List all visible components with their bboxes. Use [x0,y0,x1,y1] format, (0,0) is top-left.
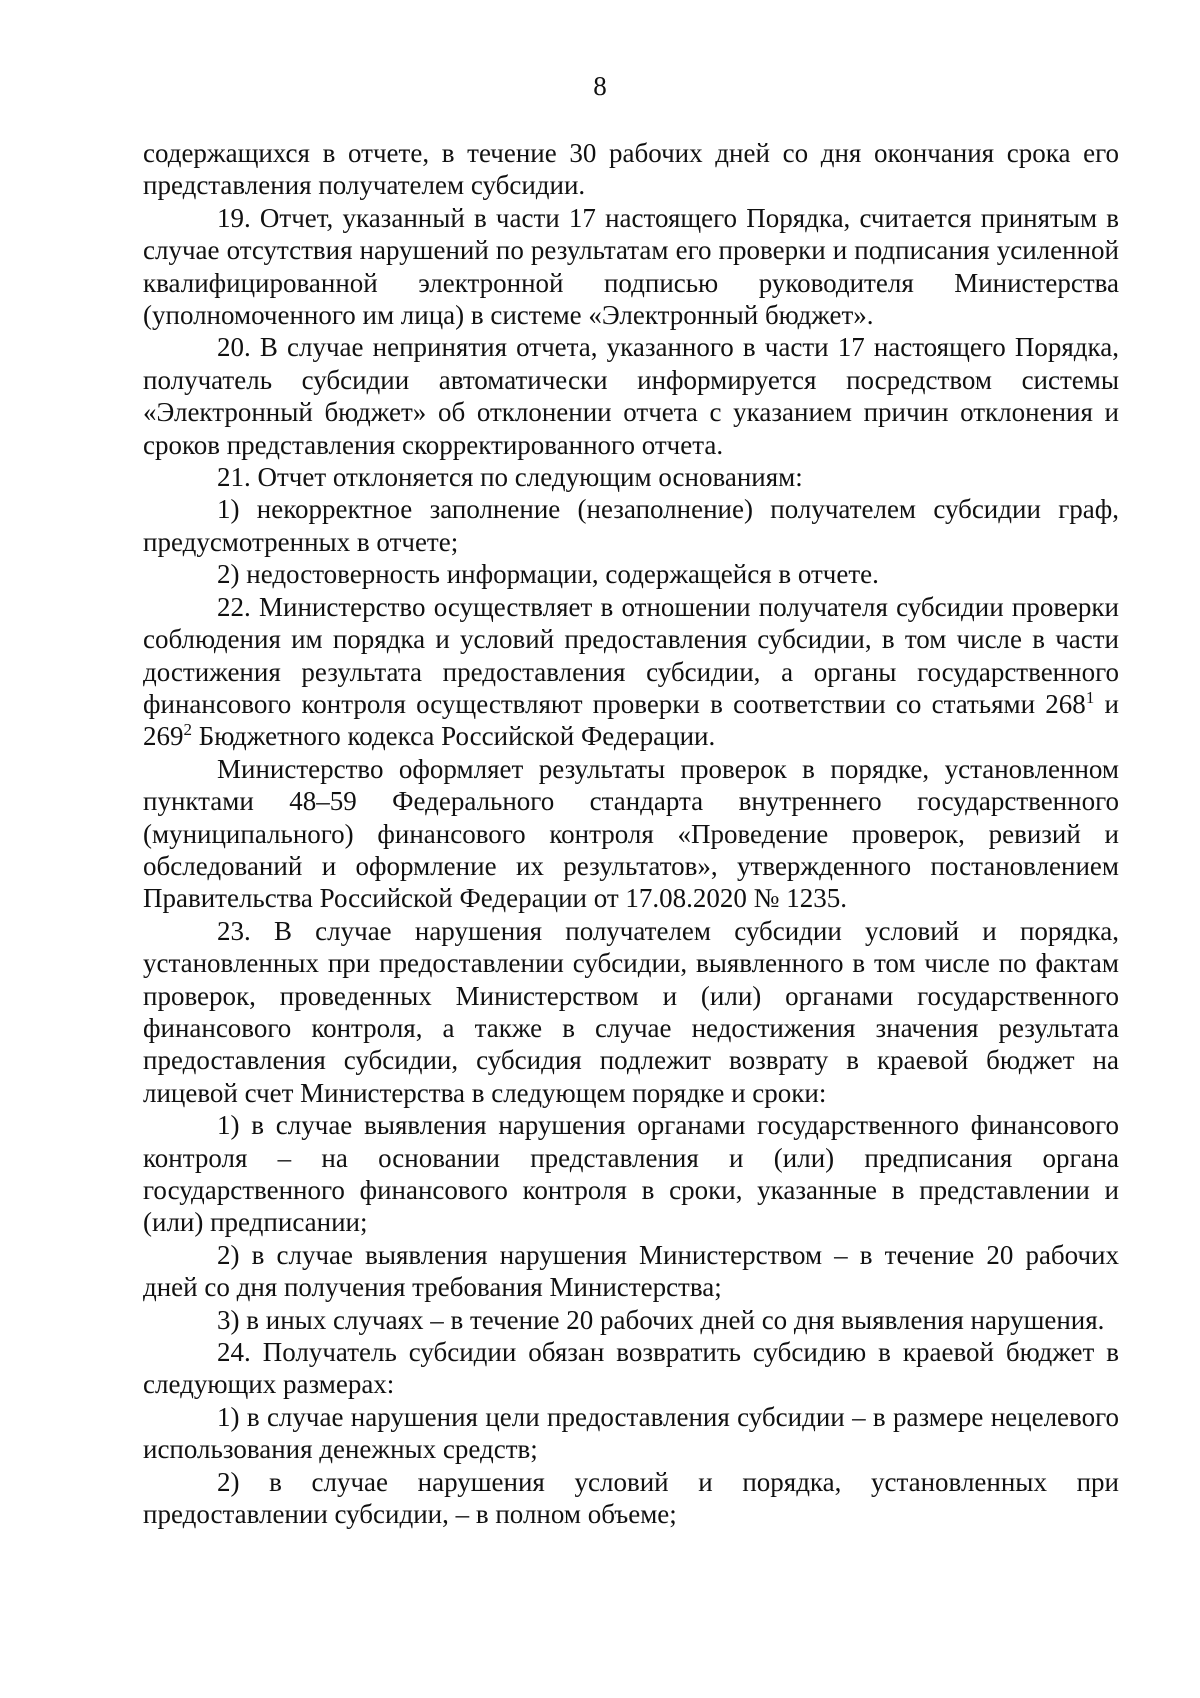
paragraph-21: 21. Отчет отклоняется по следующим основаниям: [217,462,803,493]
paragraph-22-results: Министерство оформляет результаты проверок в порядке, установленном пунктами 48–59 Федерального стандарта внутреннего государственного (муниципального) финансового контроля «Проведение проверок, ревизий и обследований и оформление их результатов», утвержденного постановлением Правительства Российской Федерации от 17.08.2020 № 1235. [143,753,1119,914]
paragraph-24: 24. Получатель субсидии обязан возвратить субсидию в краевой бюджет в следующих размерах: [143,1337,1119,1400]
superscript-2: 2 [183,720,192,740]
paragraph-21-item-2: 2) недостоверность информации, содержащейся в отчете. [217,559,879,590]
paragraph-continuation: содержащихся в отчете, в течение 30 рабочих дней со дня окончания срока его представления получателем субсидии. [143,138,1119,201]
paragraph-23-item-2: 2) в случае выявления нарушения Министерством – в течение 20 рабочих дней со дня получения требования Министерства; [143,1239,1119,1303]
page-number: 8 [593,71,607,101]
paragraph-24-item-2: 2) в случае нарушения условий и порядка, установленных при предоставлении субсидии, – в полном объеме; [143,1466,1119,1530]
paragraph-20: 20. В случае непринятия отчета, указанного в части 17 настоящего Порядка, получатель субсидии автоматически информируется посредством системы «Электронный бюджет» об отклонении отчета с указанием причин отклонения и сроков представления скорректированного отчета. [143,332,1119,460]
paragraph-22 [143,591,1119,753]
paragraph-22-text-c: Бюджетного кодекса Российской Федерации. [192,721,716,752]
document-body [143,137,1119,1530]
paragraph-22-text-b: и 269 [143,688,1119,752]
paragraph-23-item-3: 3) в иных случаях – в течение 20 рабочих дней со дня выявления нарушения. [217,1304,1105,1335]
superscript-1: 1 [1085,687,1095,707]
paragraph-24-item-1: 1) в случае нарушения цели предоставления субсидии – в размере нецелевого использования денежных средств; [143,1401,1119,1465]
paragraph-23-item-1: 1) в случае выявления нарушения органами государственного финансового контроля – на основании представления и (или) предписания органа государственного финансового контроля в сроки, указанные в представлении и (или) предписании; [143,1110,1119,1238]
paragraph-19: 19. Отчет, указанный в части 17 настоящего Порядка, считается принятым в случае отсутствия нарушений по результатам его проверки и подписания усиленной квалифицированной электронной подписью руководителя Министерства (уполномоченного им лица) в системе «Электронный бюджет». [143,202,1119,331]
paragraph-21-item-1: 1) некорректное заполнение (незаполнение) получателем субсидии граф, предусмотренных в отчете; [143,494,1119,557]
paragraph-22-text-a: 22. Министерство осуществляет в отношении получателя субсидии проверки соблюдения им порядка и условий предоставления субсидии, в том числе в части достижения результата предоставления субсидии, а органы государственного финансового контроля осуществляют проверки в соответствии со статьями 268 [143,591,1119,719]
paragraph-23: 23. В случае нарушения получателем субсидии условий и порядка, установленных при предоставлении субсидии, выявленного в том числе по фактам проверок, проведенных Министерством и (или) органами государственного финансового контроля, а также в случае недостижения значения результата предоставления субсидии, субсидия подлежит возврату в краевой бюджет на лицевой счет Министерства в следующем порядке и сроки: [143,915,1119,1108]
